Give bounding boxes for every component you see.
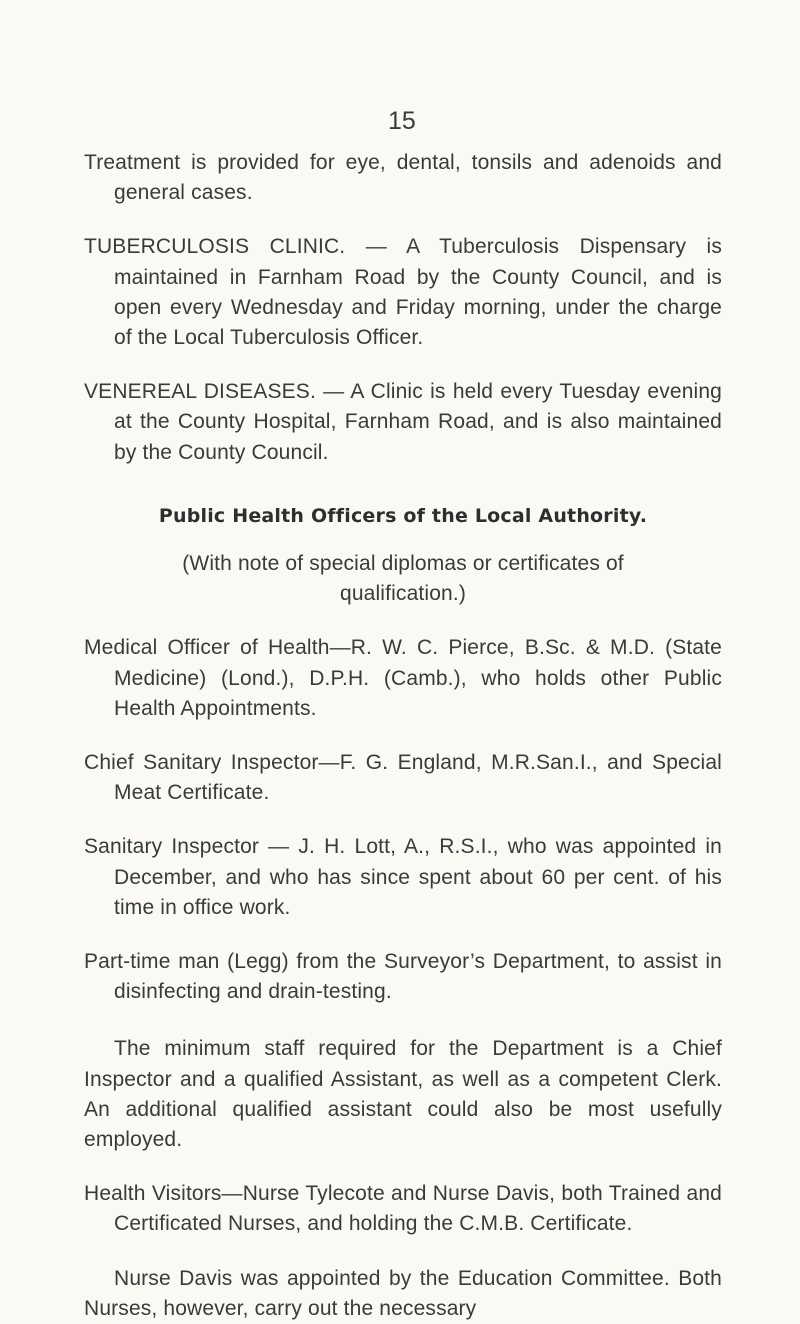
section-heading: Public Health Officers of the Local Authority. — [158, 504, 648, 527]
tuberculosis-clinic-paragraph: TUBERCULOSIS CLINIC. — A Tuberculosis Dispensary is maintained in Farnham Road by the County Council, and is open every Wednesday and Friday morning, under the charge of the Local Tuberculosis Officer. — [84, 235, 722, 350]
treatment-paragraph: Treatment is provided for eye, dental, tonsils and adenoids and general cases. — [84, 151, 722, 205]
health-visitors-entry: Health Visitors—Nurse Tylecote and Nurse Davis, both Trained and Certificated Nurses, and holding the C.M.B. Certificate. — [84, 1182, 722, 1236]
chief-inspector-entry: Chief Sanitary Inspector—F. G. England, M.R.San.I., and Special Meat Certificate. — [84, 751, 722, 805]
page-body — [84, 148, 722, 1324]
sanitary-inspector-entry: Sanitary Inspector — J. H. Lott, A., R.S.I., who was appointed in December, and who has since spent about 60 per cent. of his time in office work. — [84, 835, 722, 919]
staff-paragraph: The minimum staff required for the Department is a Chief Inspector and a qualified Assistant, as well as a competent Clerk. An additional qualified assistant could also be most usefully employed. — [84, 1037, 722, 1152]
closing-paragraph: Nurse Davis was appointed by the Education Committee. Both Nurses, however, carry out the necessary — [84, 1266, 722, 1320]
medical-officer-entry: Medical Officer of Health—R. W. C. Pierce, B.Sc. & M.D. (State Medicine) (Lond.), D.P.H. (Camb.), who holds other Public Health Appointments. — [84, 636, 722, 720]
page-number: 15 — [388, 107, 416, 135]
qualification-note: (With note of special diplomas or certificates of qualification.) — [182, 552, 624, 606]
part-time-entry: Part-time man (Legg) from the Surveyor’s Department, to assist in disinfecting and drain-testing. — [84, 950, 722, 1004]
venereal-diseases-paragraph: VENEREAL DISEASES. — A Clinic is held every Tuesday evening at the County Hospital, Farnham Road, and is also maintained by the County Council. — [84, 380, 722, 464]
